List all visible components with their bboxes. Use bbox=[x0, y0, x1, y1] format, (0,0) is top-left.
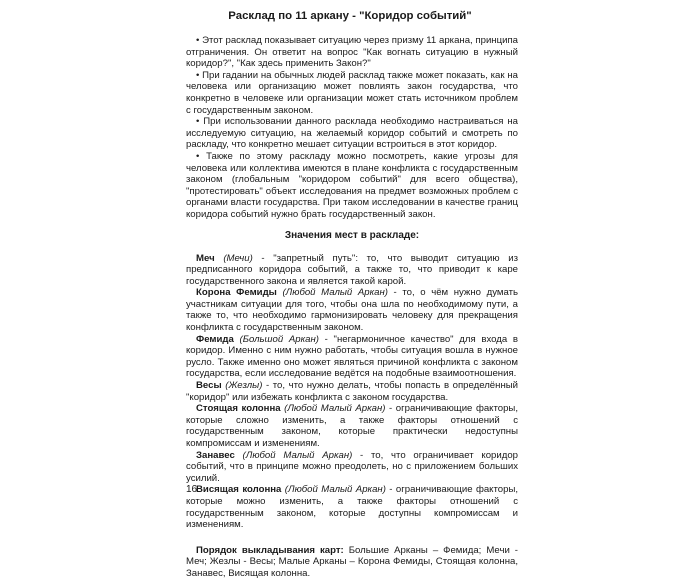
position-text: - "негармоничное качество" для входа в коридор. Именно с ним нужно работать, чтобы ситуация вошла в нужное русло. Также именно оно может являться причиной конфликта с законом государства, если исследование ведётся на подобные взаимоотношения. bbox=[186, 333, 518, 380]
position-entry-stoyashchaya bbox=[186, 403, 518, 449]
position-entry-korona bbox=[186, 287, 518, 333]
position-card: (Любой Малый Аркан) bbox=[284, 484, 386, 496]
intro-paragraph-3: • При использовании данного расклада необходимо настраиваться на исследуемую ситуацию, на желаемый коридор событий и смотреть по раскладу, что конкретно мешает ситуации встроиться в этот коридор. bbox=[186, 116, 518, 151]
position-entry-femida bbox=[186, 334, 518, 380]
positions-heading: Значения мест в раскладе: bbox=[284, 229, 420, 241]
position-name: Меч bbox=[196, 252, 215, 264]
position-text: - то, что нужно делать, чтобы попасть в определённый "коридор" или избежать конфликта с законом государства. bbox=[186, 380, 518, 403]
position-name: Занавес bbox=[196, 449, 235, 461]
position-name: Фемида bbox=[196, 333, 234, 345]
layout-order-text: Большие Арканы – Фемида; Мечи - Меч; Жезлы - Весы; Малые Арканы – Корона Фемиды, Стоящая колонна, Занавес, Висящая колонна. bbox=[186, 544, 518, 579]
intro-paragraph-2: • При гадании на обычных людей расклад также может показать, как на человека или организацию может повлиять закон государства, что конкретно в человеке или организации может стать источником проблем с государственным законом. bbox=[186, 70, 518, 116]
position-entry-vesy bbox=[186, 380, 518, 403]
position-name: Висящая колонна bbox=[196, 484, 282, 496]
position-card: (Жезлы) bbox=[225, 380, 263, 392]
document-body bbox=[186, 35, 518, 580]
position-entry-mech bbox=[186, 253, 518, 288]
page-title: Расклад по 11 аркану - "Коридор событий" bbox=[228, 10, 472, 22]
page-number: 16 bbox=[186, 484, 198, 495]
position-text: - ограничивающие факторы, которые сложно изменить, а также факторы отношений с государственным законом, которые практически недоступны компромиссам и изменениям. bbox=[186, 403, 518, 449]
position-card: (Любой Малый Аркан) bbox=[242, 449, 353, 461]
intro-paragraph-4: • Также по этому раскладу можно посмотреть, какие угрозы для человека или коллектива имеются в плане конфликта с государственным законом (глобальным "коридором событий" для всего общества), "протестировать" объект исследования на предмет возможных проблем с органами власти государства. При таком исследовании в качестве границ коридора событий нужно брать государственный закон. bbox=[186, 151, 518, 221]
position-card: (Любой Малый Аркан) bbox=[284, 403, 386, 415]
layout-order-label: Порядок выкладывания карт: bbox=[196, 544, 344, 556]
intro-paragraph-1: • Этот расклад показывает ситуацию через призму 11 аркана, принципа отграничения. Он ответит на вопрос "Как вогнать ситуацию в нужный коридор?", "Как здесь применить Закон?" bbox=[186, 35, 518, 70]
position-text: - "запретный путь": то, что выводит ситуацию из предписанного коридора событий, а также то, что приводит к каре государственного закона и является такой карой. bbox=[186, 252, 518, 287]
position-entry-visyashchaya bbox=[186, 484, 518, 530]
position-card: (Мечи) bbox=[223, 252, 253, 264]
position-name: Весы bbox=[196, 380, 222, 392]
position-card: (Любой Малый Аркан) bbox=[282, 287, 388, 299]
position-name: Стоящая колонна bbox=[196, 403, 281, 415]
position-name: Корона Фемиды bbox=[196, 287, 277, 299]
position-card: (Большой Аркан) bbox=[239, 333, 319, 345]
position-text: - то, что ограничивает коридор событий, что в принципе можно преодолеть, но с приложением больших усилий. bbox=[186, 449, 519, 484]
position-text: - ограничивающие факторы, которые можно изменить, а также факторы отношений с государственным законом, которые доступны компромиссам и изменениям. bbox=[186, 484, 519, 531]
layout-order-paragraph bbox=[186, 545, 518, 580]
position-entry-zanaves bbox=[186, 450, 518, 485]
position-text: - то, о чём нужно думать участникам ситуации для того, чтобы она шла по необходимому пути, а также то, что необходимо гармонизировать человеку для прекращения конфликта с государственным законом. bbox=[186, 287, 518, 334]
